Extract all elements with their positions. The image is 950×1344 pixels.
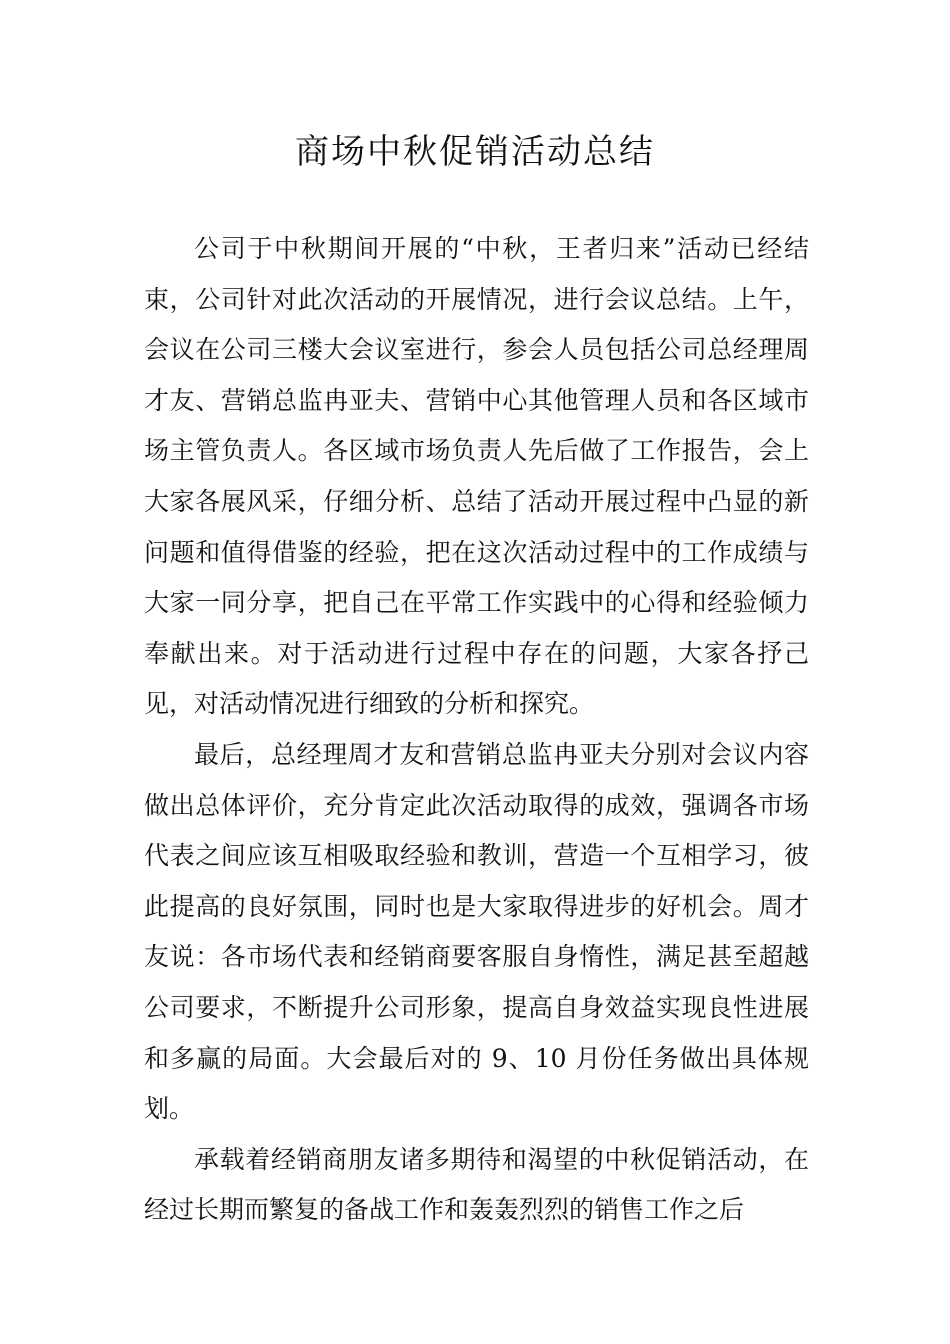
paragraph-1: 公司于中秋期间开展的“中秋，王者归来”活动已经结束，公司针对此次活动的开展情况，进行会议总结。上午，会议在公司三楼大会议室进行，参会人员包括公司总经理周才友、营销总监冉亚夫、营销中心其他管理人员和各区域市场主管负责人。各区域市场负责人先后做了工作报告，会上大家各展风采，仔细分析、总结了活动开展过程中凸显的新问题和值得借鉴的经验，把在这次活动过程中的工作成绩与大家一同分享，把自己在平常工作实践中的心得和经验倾力奉献出来。对于活动进行过程中存在的问题，大家各抒己见，对活动情况进行细致的分析和探究。 bbox=[144, 234, 809, 719]
document-body bbox=[144, 224, 809, 1236]
paragraph-2: 最后，总经理周才友和营销总监冉亚夫分别对会议内容做出总体评价，充分肯定此次活动取得的成效，强调各市场代表之间应该互相吸取经验和教训，营造一个互相学习，彼此提高的良好氛围，同时也是大家取得进步的好机会。周才友说：各市场代表和经销商要客服自身惰性，满足甚至超越公司要求，不断提升公司形象，提高自身效益实现良性进展和多赢的局面。大会最后对的 9、10 月份任务做出具体规划。 bbox=[144, 739, 809, 1124]
document-title: 商场中秋促销活动总结 bbox=[295, 132, 655, 172]
paragraph-3: 承载着经销商朋友诸多期待和渴望的中秋促销活动，在经过长期而繁复的备战工作和轰轰烈烈的销售工作之后 bbox=[144, 1144, 809, 1225]
